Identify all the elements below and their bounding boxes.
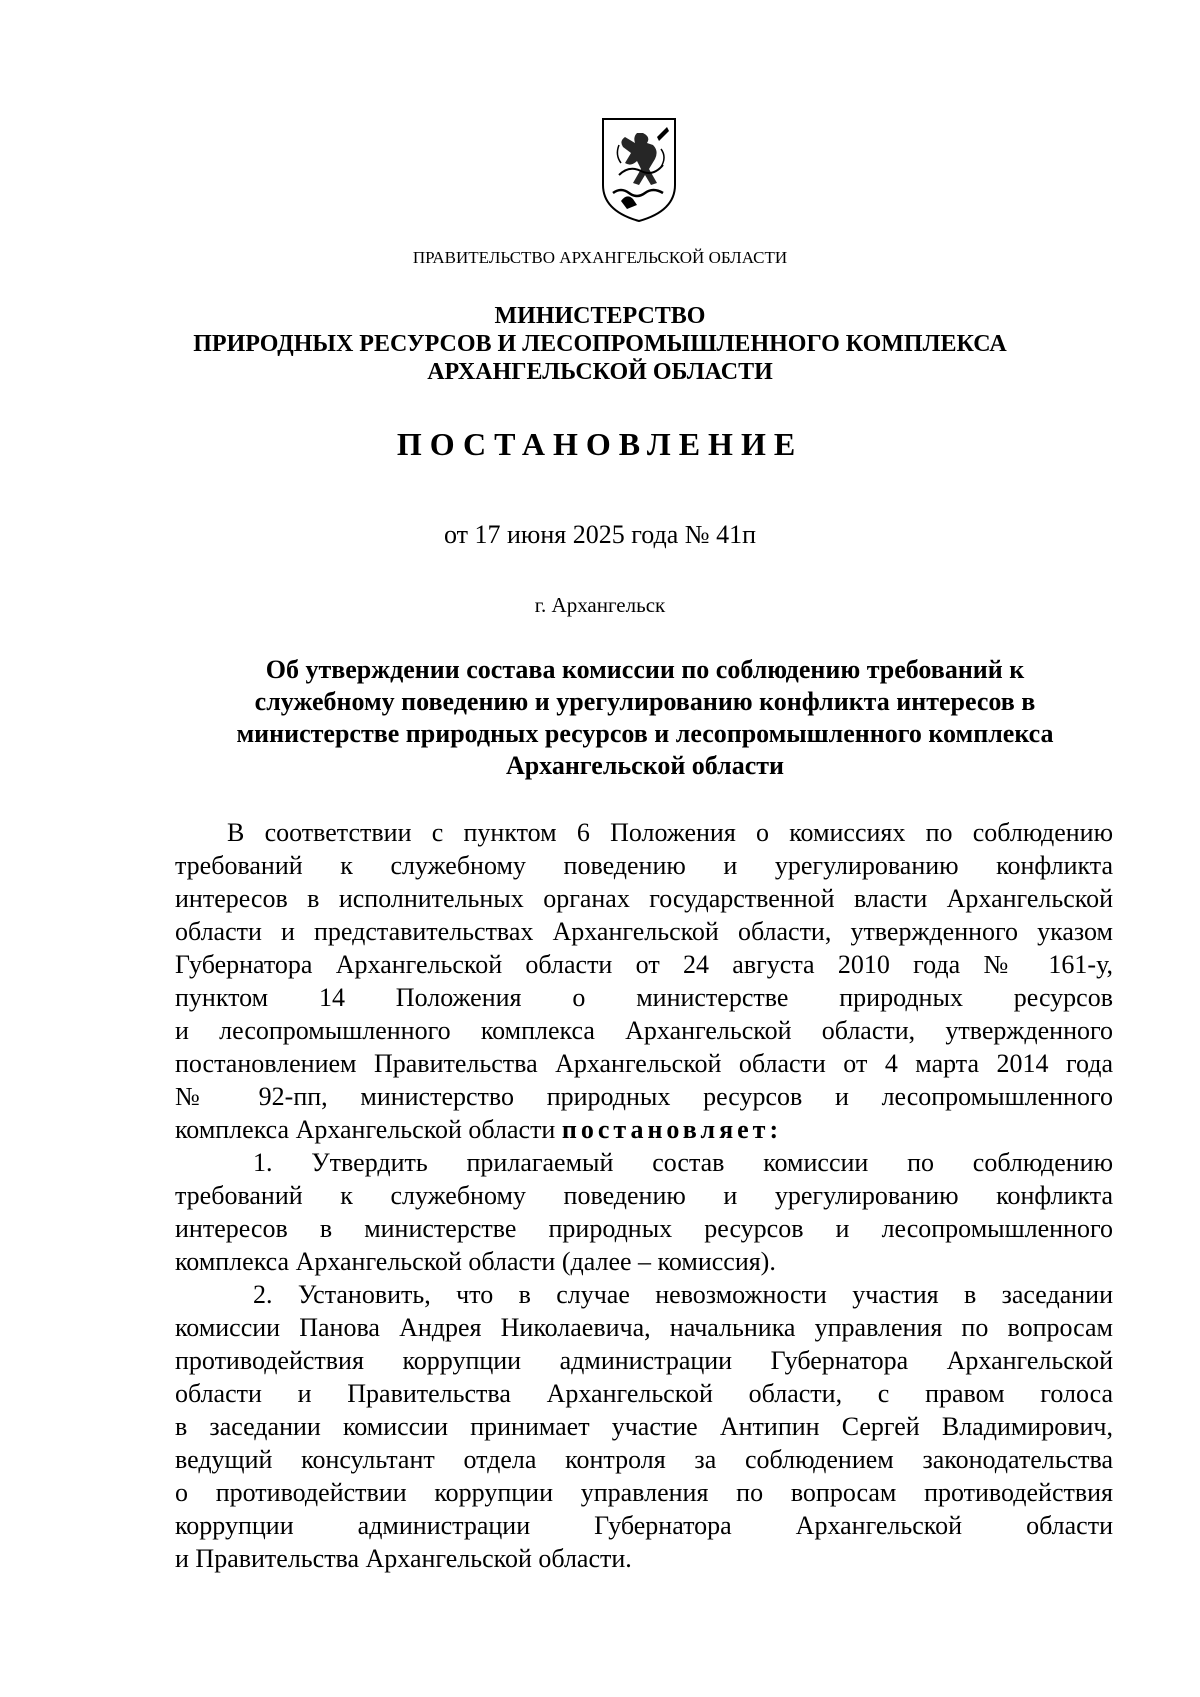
item-1-line: интересов в министерстве природных ресурсов и лесопромышленного — [175, 1214, 1113, 1243]
item-2-line: области и Правительства Архангельской области, с правом голоса — [175, 1379, 1113, 1408]
preamble-line: Губернатора Архангельской области от 24 августа 2010 года № 161-у, — [175, 950, 1113, 979]
coat-of-arms-emblem — [599, 115, 679, 223]
item-1-line: комплекса Архангельской области (далее – комиссия). — [175, 1247, 776, 1276]
resolves-verb: постановляет: — [561, 1115, 783, 1144]
subject-line: Об утверждении состава комиссии по соблюдению требований к — [265, 655, 1025, 684]
preamble-line: области и представительствах Архангельской области, утвержденного указом — [175, 917, 1113, 946]
city-name: г. Архангельск — [534, 593, 666, 617]
document-type-title: ПОСТАНОВЛЕНИЕ — [396, 426, 804, 462]
item-2-line: комиссии Панова Андрея Николаевича, начальника управления по вопросам — [175, 1313, 1113, 1342]
preamble-paragraph — [175, 816, 1113, 1146]
item-2-paragraph — [175, 1278, 1113, 1575]
subject-line: служебному поведению и урегулированию конфликта интересов в — [254, 687, 1036, 716]
subject-line: министерстве природных ресурсов и лесопромышленного комплекса — [236, 719, 1054, 748]
decree-body — [175, 816, 1113, 1575]
item-2-line: о противодействии коррупции управления по вопросам противодействия — [175, 1478, 1113, 1507]
item-2-line: в заседании комиссии принимает участие Антипин Сергей Владимирович, — [175, 1412, 1113, 1441]
preamble-line: требований к служебному поведению и урегулированию конфликта — [175, 851, 1113, 880]
preamble-line: пунктом 14 Положения о министерстве природных ресурсов — [175, 983, 1113, 1012]
preamble-line: комплекса Архангельской области — [175, 1115, 556, 1144]
preamble-line: и лесопромышленного комплекса Архангельской области, утвержденного — [175, 1016, 1113, 1045]
item-2-line: коррупции администрации Губернатора Архангельской области — [175, 1511, 1113, 1540]
preamble-line: интересов в исполнительных органах государственной власти Архангельской — [175, 884, 1113, 913]
preamble-line: В соответствии с пунктом 6 Положения о комиссиях по соблюдению — [227, 818, 1113, 847]
ministry-line: АРХАНГЕЛЬСКОЙ ОБЛАСТИ — [427, 359, 773, 385]
ministry-name — [0, 302, 1200, 386]
subject-line: Архангельской области — [505, 751, 785, 780]
item-1-paragraph — [175, 1146, 1113, 1278]
item-2-line: ведущий консультант отдела контроля за соблюдением законодательства — [175, 1445, 1113, 1474]
ministry-line: ПРИРОДНЫХ РЕСУРСОВ И ЛЕСОПРОМЫШЛЕННОГО КОМПЛЕКСА — [193, 331, 1007, 357]
preamble-final-line — [175, 1113, 1113, 1146]
item-2-line: противодействия коррупции администрации Губернатора Архангельской — [175, 1346, 1113, 1375]
government-name: ПРАВИТЕЛЬСТВО АРХАНГЕЛЬСКОЙ ОБЛАСТИ — [412, 248, 788, 267]
item-2-line: 2. Установить, что в случае невозможности участия в заседании — [253, 1280, 1113, 1309]
item-2-line: и Правительства Архангельской области. — [175, 1544, 632, 1573]
ministry-line: МИНИСТЕРСТВО — [494, 303, 706, 329]
preamble-line: № 92-пп, министерство природных ресурсов и лесопромышленного — [175, 1082, 1113, 1111]
item-1-line: требований к служебному поведению и урегулированию конфликта — [175, 1181, 1113, 1210]
item-1-line: 1. Утвердить прилагаемый состав комиссии по соблюдению — [253, 1148, 1113, 1177]
date-and-number: от 17 июня 2025 года № 41п — [444, 520, 756, 549]
decree-subject — [175, 654, 1115, 782]
preamble-line: постановлением Правительства Архангельской области от 4 марта 2014 года — [175, 1049, 1113, 1078]
